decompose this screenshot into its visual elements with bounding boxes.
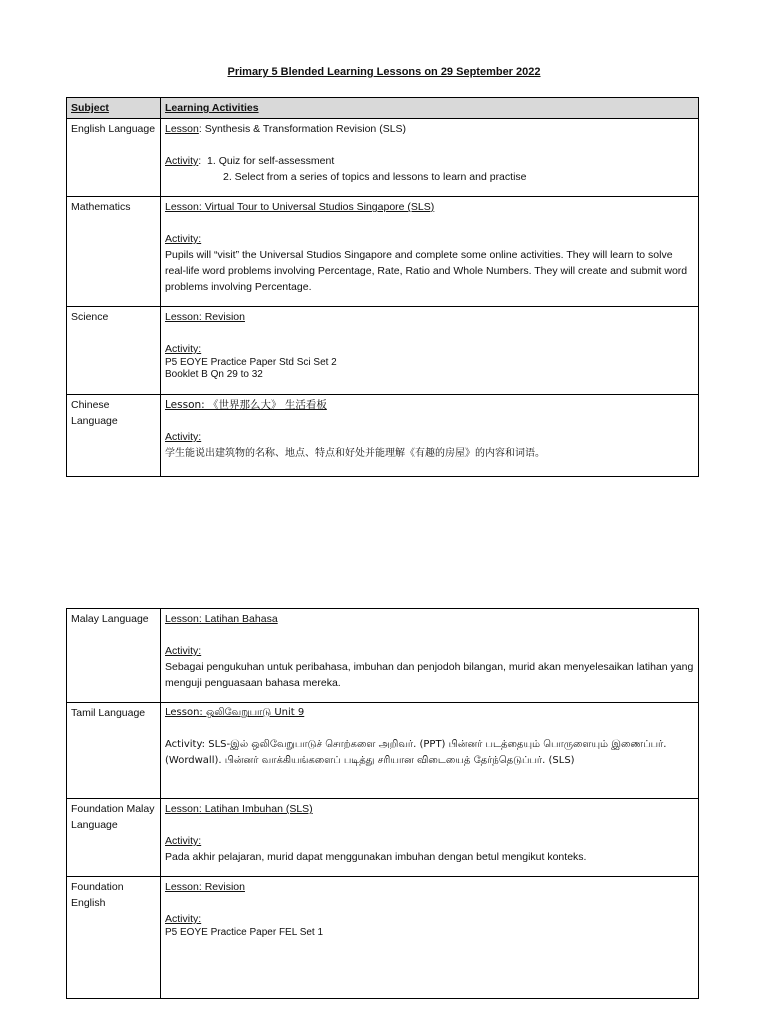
subject-cell: Foundation Malay Language [67, 799, 161, 877]
subject-cell: English Language [67, 119, 161, 197]
lesson-text: Lesson: Latihan Imbuhan (SLS) [165, 803, 313, 815]
activity-text: Pada akhir pelajaran, murid dapat menggunakan imbuhan dengan betul mengikut konteks. [165, 851, 587, 863]
activity-label: Activity: [165, 835, 202, 847]
lesson-text: Lesson: Revision [165, 311, 245, 323]
activity-text: Activity: SLS-இல் ஒலிவேறுபாடுச் சொற்களை அறிவர். (PPT) பின்னர் படத்தையும் பொருளையும் இணைப்பர். (Wordwall). பின்னர் வாக்கியங்களைப் படித்து சரியான விடையைத் தேர்ந்தெடுப்பர். (SLS) [165, 739, 667, 766]
subject-cell: Science [67, 307, 161, 395]
activity-text: 学生能说出建筑物的名称、地点、特点和好处并能理解《有趣的房屋》的内容和词语。 [165, 448, 545, 459]
subject-header: Subject [67, 98, 161, 119]
activities-cell [161, 197, 699, 307]
lesson-text: Lesson: 《世界那么大》 生活看板 [165, 399, 327, 411]
activity-label: Activity: [165, 431, 202, 443]
table-header-row [67, 98, 699, 119]
activity-label: Activity: [165, 913, 202, 925]
activities-cell: Lesson: Synthesis & Transformation Revision (SLS) Activity: 1. Quiz for self-assessment 2. Select from a series of topics and lessons to learn and practise [161, 119, 699, 197]
activity-block: Activity: 1. Quiz for self-assessment 2. Select from a series of topics and lessons to learn and practise [165, 153, 694, 185]
subject-cell: Malay Language [67, 609, 161, 703]
lesson-text: Synthesis & Transformation Revision (SLS) [204, 123, 407, 135]
lesson-label: Lesson [165, 123, 199, 135]
activity-label: Activity: [165, 343, 202, 355]
lesson-text: Lesson: Latihan Bahasa [165, 613, 278, 625]
table-row [67, 703, 699, 799]
activity-label: Activity [165, 155, 199, 167]
subject-cell: Tamil Language [67, 703, 161, 799]
subject-cell: Mathematics [67, 197, 161, 307]
table-row [67, 395, 699, 477]
page-title: Primary 5 Blended Learning Lessons on 29 September 2022 [227, 66, 541, 78]
lessons-table-1 [66, 97, 699, 477]
subject-cell: Chinese Language [67, 395, 161, 477]
table-row [67, 119, 699, 197]
table-row [67, 877, 699, 999]
activity-item: 2. Select from a series of topics and lessons to learn and practise [223, 171, 527, 183]
activities-cell [161, 307, 699, 395]
activities-cell [161, 703, 699, 799]
activity-text: Sebagai pengukuhan untuk peribahasa, imbuhan dan penjodoh bilangan, murid akan menyelesaikan latihan yang menguji penguasaan bahasa mereka. [165, 661, 694, 689]
activity-item: 1. Quiz for self-assessment [207, 155, 335, 167]
lessons-table-2 [66, 608, 699, 999]
activity-item: P5 EOYE Practice Paper Std Sci Set 2 [165, 357, 337, 368]
activities-cell [161, 395, 699, 477]
table-row [67, 197, 699, 307]
activity-item: P5 EOYE Practice Paper FEL Set 1 [165, 927, 324, 938]
table-row [67, 307, 699, 395]
table-row [67, 609, 699, 703]
activity-label: Activity: [165, 645, 202, 657]
activity-text: Pupils will “visit” the Universal Studios Singapore and complete some online activities. They will learn to solve real-life word problems involving Percentage, Rate, Ratio and Whole Numbers. They will create and submit word problems involving Percentage. [165, 249, 688, 293]
activities-cell [161, 799, 699, 877]
activities-cell [161, 877, 699, 999]
subject-cell: Foundation English [67, 877, 161, 999]
table-row [67, 799, 699, 877]
lesson-text: Lesson: Virtual Tour to Universal Studios Singapore (SLS) [165, 201, 435, 213]
lesson-text: Lesson: Revision [165, 881, 245, 893]
activity-label: Activity: [165, 233, 202, 245]
activities-header: Learning Activities [161, 98, 699, 119]
activities-cell [161, 609, 699, 703]
lesson-text: Lesson: ஒலிவேறுபாடு Unit 9 [165, 707, 305, 718]
activity-item: Booklet B Qn 29 to 32 [165, 369, 263, 380]
